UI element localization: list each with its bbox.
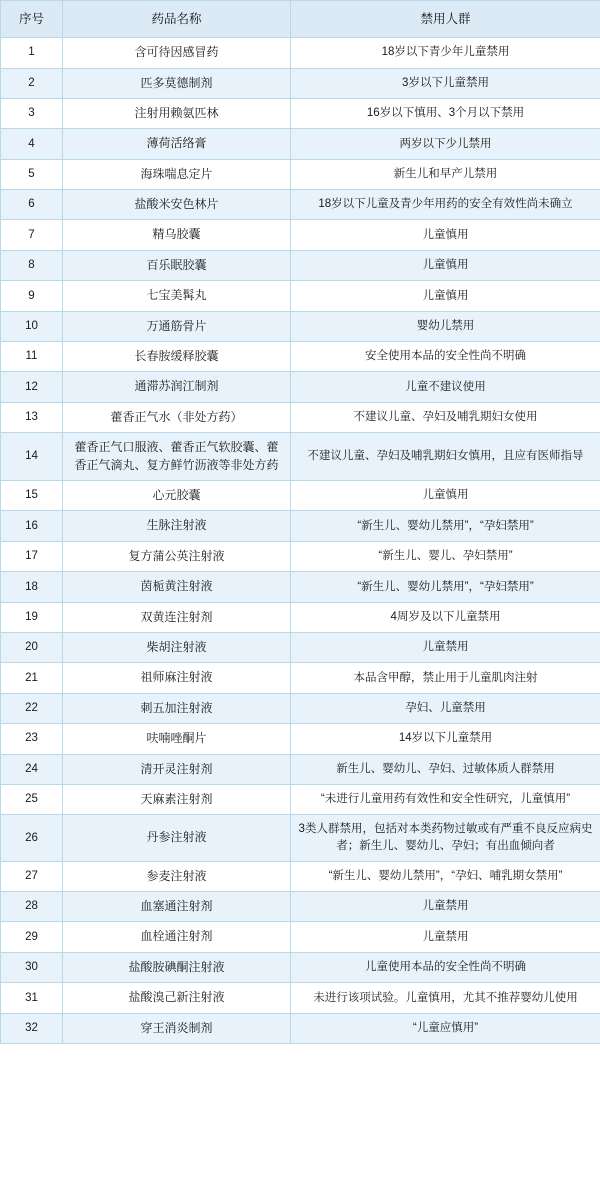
- column-header-drug-name: 药品名称: [63, 1, 291, 38]
- cell-drug-name: 参麦注射液: [63, 861, 291, 891]
- cell-index: 19: [1, 602, 63, 632]
- cell-restricted-group: 18岁以下青少年儿童禁用: [291, 38, 600, 68]
- cell-drug-name: 薄荷活络膏: [63, 129, 291, 159]
- cell-index: 10: [1, 311, 63, 341]
- table-row: [1, 98, 600, 128]
- cell-drug-name: 注射用赖氨匹林: [63, 98, 291, 128]
- cell-drug-name: 祖师麻注射液: [63, 663, 291, 693]
- cell-restricted-group: 16岁以下慎用、3个月以下禁用: [291, 98, 600, 128]
- cell-index: 26: [1, 815, 63, 861]
- cell-drug-name: 精乌胶囊: [63, 220, 291, 250]
- table-row: [1, 372, 600, 402]
- cell-restricted-group: 14岁以下儿童禁用: [291, 724, 600, 754]
- column-header-restricted-group: 禁用人群: [291, 1, 600, 38]
- table-row: [1, 402, 600, 432]
- cell-drug-name: 柴胡注射液: [63, 632, 291, 662]
- cell-index: 15: [1, 480, 63, 510]
- cell-restricted-group: 18岁以下儿童及青少年用药的安全有效性尚未确立: [291, 190, 600, 220]
- cell-index: 14: [1, 433, 63, 481]
- table-row: [1, 602, 600, 632]
- cell-index: 9: [1, 281, 63, 311]
- cell-restricted-group: 儿童禁用: [291, 922, 600, 952]
- table-row: [1, 220, 600, 250]
- cell-restricted-group: 3岁以下儿童禁用: [291, 68, 600, 98]
- table-row: [1, 892, 600, 922]
- cell-restricted-group: “新生儿、婴幼儿禁用”，“孕妇禁用”: [291, 572, 600, 602]
- cell-restricted-group: 儿童使用本品的安全性尚不明确: [291, 952, 600, 982]
- cell-drug-name: 藿香正气口服液、藿香正气软胶囊、藿香正气滴丸、复方鲜竹沥液等非处方药: [63, 433, 291, 481]
- cell-index: 29: [1, 922, 63, 952]
- cell-index: 4: [1, 129, 63, 159]
- cell-index: 8: [1, 250, 63, 280]
- cell-drug-name: 穿王消炎制剂: [63, 1013, 291, 1043]
- table-row: [1, 480, 600, 510]
- cell-drug-name: 匹多莫德制剂: [63, 68, 291, 98]
- cell-index: 5: [1, 159, 63, 189]
- cell-index: 25: [1, 784, 63, 814]
- cell-index: 6: [1, 190, 63, 220]
- cell-restricted-group: 孕妇、儿童禁用: [291, 693, 600, 723]
- table-row: [1, 922, 600, 952]
- cell-index: 28: [1, 892, 63, 922]
- table-row: [1, 281, 600, 311]
- table-row: [1, 1013, 600, 1043]
- cell-drug-name: 血栓通注射剂: [63, 922, 291, 952]
- cell-drug-name: 万通筋骨片: [63, 311, 291, 341]
- cell-index: 32: [1, 1013, 63, 1043]
- cell-restricted-group: 两岁以下少儿禁用: [291, 129, 600, 159]
- cell-restricted-group: 儿童慎用: [291, 250, 600, 280]
- column-header-index: 序号: [1, 1, 63, 38]
- cell-restricted-group: 儿童不建议使用: [291, 372, 600, 402]
- cell-drug-name: 藿香正气水（非处方药）: [63, 402, 291, 432]
- table-body: [1, 38, 600, 1044]
- cell-drug-name: 呋喃唑酮片: [63, 724, 291, 754]
- cell-index: 30: [1, 952, 63, 982]
- table-row: [1, 983, 600, 1013]
- cell-drug-name: 百乐眠胶囊: [63, 250, 291, 280]
- cell-restricted-group: 新生儿和早产儿禁用: [291, 159, 600, 189]
- cell-drug-name: 双黄连注射剂: [63, 602, 291, 632]
- cell-restricted-group: 儿童禁用: [291, 892, 600, 922]
- cell-restricted-group: “儿童应慎用”: [291, 1013, 600, 1043]
- cell-index: 17: [1, 541, 63, 571]
- table-row: [1, 663, 600, 693]
- table-row: [1, 433, 600, 481]
- table-row: [1, 541, 600, 571]
- cell-index: 13: [1, 402, 63, 432]
- table-row: [1, 250, 600, 280]
- cell-restricted-group: 4周岁及以下儿童禁用: [291, 602, 600, 632]
- cell-restricted-group: 新生儿、婴幼儿、孕妇、过敏体质人群禁用: [291, 754, 600, 784]
- cell-index: 1: [1, 38, 63, 68]
- cell-drug-name: 血塞通注射剂: [63, 892, 291, 922]
- table-row: [1, 159, 600, 189]
- cell-drug-name: 茵栀黄注射液: [63, 572, 291, 602]
- table-row: [1, 511, 600, 541]
- cell-index: 2: [1, 68, 63, 98]
- cell-restricted-group: 3类人群禁用，包括对本类药物过敏或有严重不良反应病史者；新生儿、婴幼儿、孕妇；有出血倾向者: [291, 815, 600, 861]
- table-header-row: [1, 1, 600, 38]
- cell-drug-name: 长春胺缓释胶囊: [63, 342, 291, 372]
- table-row: [1, 784, 600, 814]
- cell-drug-name: 盐酸胺碘酮注射液: [63, 952, 291, 982]
- table-row: [1, 952, 600, 982]
- table-row: [1, 311, 600, 341]
- cell-restricted-group: 儿童禁用: [291, 632, 600, 662]
- cell-index: 27: [1, 861, 63, 891]
- cell-restricted-group: “新生儿、婴儿、孕妇禁用”: [291, 541, 600, 571]
- cell-restricted-group: 儿童慎用: [291, 220, 600, 250]
- cell-index: 18: [1, 572, 63, 602]
- cell-index: 16: [1, 511, 63, 541]
- cell-drug-name: 海珠喘息定片: [63, 159, 291, 189]
- table-row: [1, 632, 600, 662]
- cell-index: 20: [1, 632, 63, 662]
- cell-index: 11: [1, 342, 63, 372]
- cell-restricted-group: 安全使用本品的安全性尚不明确: [291, 342, 600, 372]
- cell-drug-name: 生脉注射液: [63, 511, 291, 541]
- cell-index: 31: [1, 983, 63, 1013]
- table-row: [1, 861, 600, 891]
- cell-restricted-group: 婴幼儿禁用: [291, 311, 600, 341]
- cell-drug-name: 盐酸米安色林片: [63, 190, 291, 220]
- table-row: [1, 693, 600, 723]
- cell-restricted-group: 不建议儿童、孕妇及哺乳期妇女慎用，且应有医师指导: [291, 433, 600, 481]
- cell-index: 23: [1, 724, 63, 754]
- cell-drug-name: 清开灵注射剂: [63, 754, 291, 784]
- cell-drug-name: 七宝美髯丸: [63, 281, 291, 311]
- table-row: [1, 342, 600, 372]
- table-row: [1, 190, 600, 220]
- cell-drug-name: 复方蒲公英注射液: [63, 541, 291, 571]
- cell-restricted-group: 儿童慎用: [291, 281, 600, 311]
- cell-drug-name: 刺五加注射液: [63, 693, 291, 723]
- cell-restricted-group: “未进行儿童用药有效性和安全性研究，儿童慎用”: [291, 784, 600, 814]
- cell-drug-name: 丹参注射液: [63, 815, 291, 861]
- cell-restricted-group: “新生儿、婴幼儿禁用”，“孕妇禁用”: [291, 511, 600, 541]
- cell-drug-name: 天麻素注射剂: [63, 784, 291, 814]
- cell-restricted-group: “新生儿、婴幼儿禁用”，“孕妇、哺乳期女禁用”: [291, 861, 600, 891]
- table-row: [1, 815, 600, 861]
- table-row: [1, 724, 600, 754]
- table-header: [1, 1, 600, 38]
- cell-restricted-group: 未进行该项试验。儿童慎用，尤其不推荐婴幼儿使用: [291, 983, 600, 1013]
- cell-index: 22: [1, 693, 63, 723]
- cell-restricted-group: 儿童慎用: [291, 480, 600, 510]
- table-row: [1, 754, 600, 784]
- cell-index: 24: [1, 754, 63, 784]
- cell-drug-name: 心元胶囊: [63, 480, 291, 510]
- cell-index: 21: [1, 663, 63, 693]
- cell-drug-name: 含可待因感冒药: [63, 38, 291, 68]
- table-row: [1, 38, 600, 68]
- cell-drug-name: 盐酸溴己新注射液: [63, 983, 291, 1013]
- cell-drug-name: 通滞苏润江制剂: [63, 372, 291, 402]
- table-row: [1, 129, 600, 159]
- cell-index: 12: [1, 372, 63, 402]
- cell-index: 3: [1, 98, 63, 128]
- table-row: [1, 68, 600, 98]
- cell-restricted-group: 本品含甲醇，禁止用于儿童肌肉注射: [291, 663, 600, 693]
- cell-restricted-group: 不建议儿童、孕妇及哺乳期妇女使用: [291, 402, 600, 432]
- cell-index: 7: [1, 220, 63, 250]
- table-row: [1, 572, 600, 602]
